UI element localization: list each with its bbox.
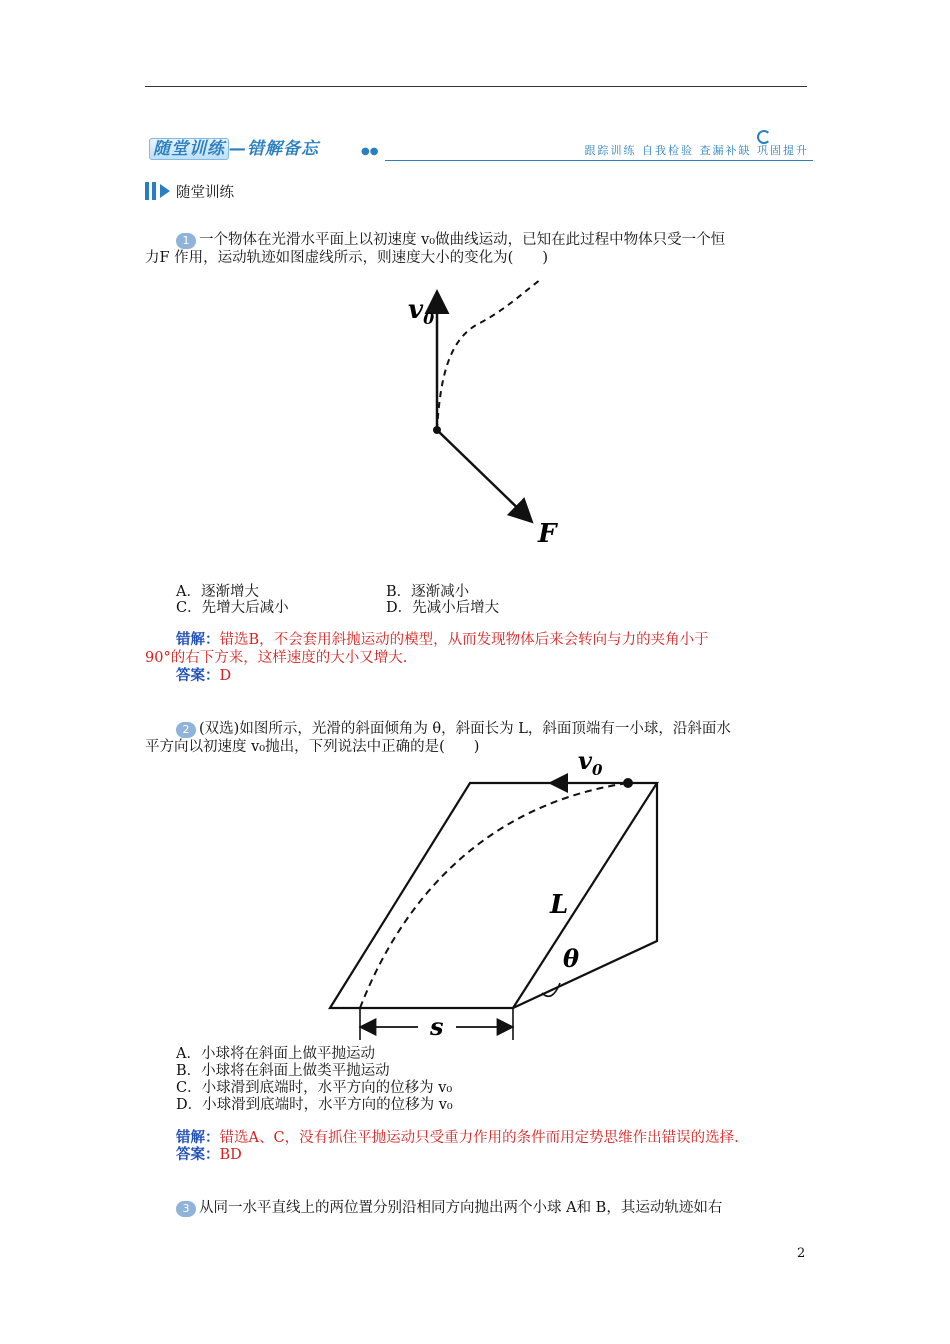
q2-theta-label: θ [563,944,580,973]
q1-number-badge: 1 [176,233,196,249]
q1-line2: 力F 作用，运动轨迹如图虚线所示，则速度大小的变化为( ) [145,250,548,266]
q3-number-badge: 3 [176,1201,196,1217]
q1-answer [176,664,231,685]
q1-error-text-1: 错选B，不会套用斜抛运动的模型，从而发现物体后来会转向与力的夹角小于 [219,632,709,648]
q2-L-label: L [550,890,569,920]
q1-option-b: B．逐渐减小 [386,584,470,600]
q2-answer [176,1143,242,1164]
header-rule [145,86,807,87]
page-number: 2 [797,1246,806,1261]
q2-number-badge: 2 [176,722,196,738]
q1-trajectory [437,280,540,430]
q1-v0-label: $v_0$ [408,295,435,328]
q2-option-c: C．小球滑到底端时，水平方向的位移为 v₀ [176,1080,453,1096]
banner-title [145,134,323,158]
q1-text-1: 一个物体在光滑水平面上以初速度 v₀做曲线运动，已知在此过程中物体只受一个恒 [199,232,726,248]
q1-F-label: F [538,519,557,549]
section-bars-icon [145,182,156,200]
q1-error-line2: 90°的右下方来，这样速度的大小又增大. [145,650,408,666]
q2-v0-label: $v_0$ [578,746,603,779]
q2-ball [623,778,633,788]
section-title: 随堂训练 [176,184,234,201]
section-triangle-icon [160,184,170,198]
q2-option-a: A．小球将在斜面上做平抛运动 [176,1046,375,1062]
q2-figure [320,745,670,1045]
q2-answer-value: BD [219,1147,242,1163]
q1-answer-label: 答案： [176,667,220,684]
section-banner [145,128,813,164]
banner-tags: 跟踪训练 自我检验 查漏补缺 巩固提升 [584,144,809,157]
q1-figure [380,280,580,550]
q2-incline-face [330,783,657,1008]
section-heading [145,180,234,202]
q2-option-d: D．小球滑到底端时，水平方向的位移为 v₀ [176,1097,453,1113]
banner-line [385,160,813,161]
q1-error-label: 错解： [176,631,220,648]
q1-option-d: D．先减小后增大 [386,600,500,616]
q2-error-line1 [176,1126,739,1147]
q1-force-arrow [437,430,530,520]
banner-title-right: —错解备忘 [229,139,319,159]
q2-error-text-1: 错选A、C，没有抓住平抛运动只受重力作用的条件而用定势思维作出错误的选择. [219,1130,739,1146]
banner-dots-icon: ●● [361,146,379,157]
q2-line2: 平方向以初速度 v₀抛出，下列说法中正确的是( ) [145,739,480,755]
banner-title-left: 随堂训练 [149,138,229,160]
q3-text-1: 从同一水平直线上的两位置分别沿相同方向抛出两个小球 A和 B，其运动轨迹如右 [199,1200,723,1216]
q1-answer-value: D [219,668,232,684]
q2-text-1: (双选)如图所示，光滑的斜面倾角为 θ，斜面长为 L，斜面顶端有一小球，沿斜面水 [199,721,731,737]
q1-object-dot [433,426,441,434]
q2-answer-label: 答案： [176,1146,220,1163]
q2-error-label: 错解： [176,1129,220,1146]
q2-s-label: s [430,1012,444,1041]
q3-line1 [176,1196,722,1217]
q2-option-b: B．小球将在斜面上做类平抛运动 [176,1063,390,1079]
q1-option-a: A．逐渐增大 [176,584,259,600]
q1-option-c: C．先增大后减小 [176,600,289,616]
